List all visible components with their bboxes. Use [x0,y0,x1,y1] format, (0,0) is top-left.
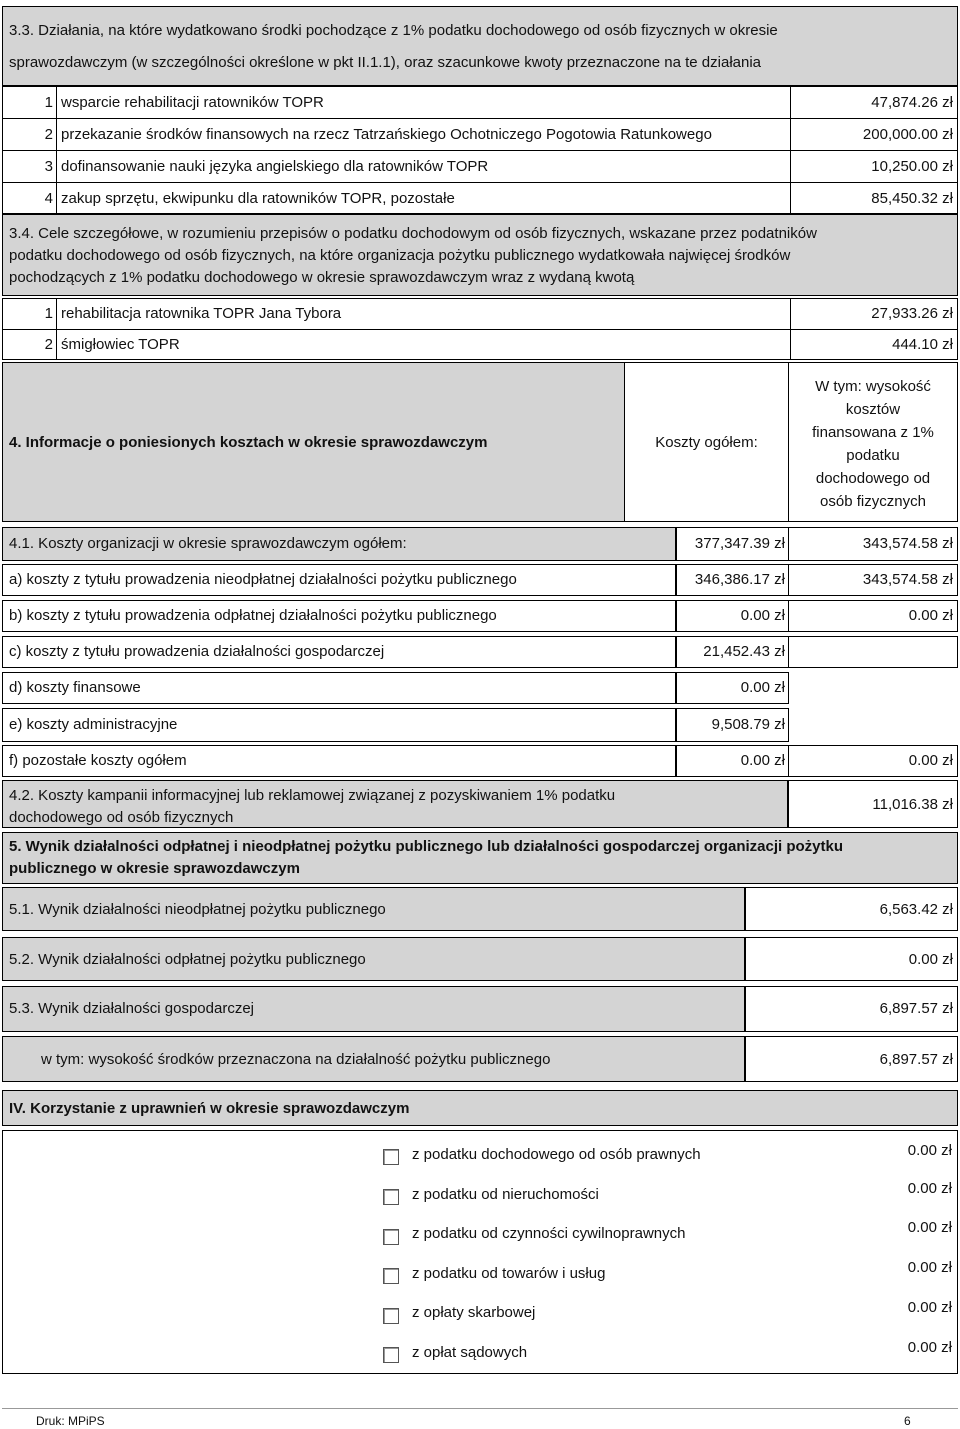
exemption-checkbox[interactable] [383,1189,399,1205]
costs-4-2-amount: 11,016.38 zł [788,780,958,828]
costs-4-2-label: 4.2. Koszty kampanii informacyjnej lub reklamowej związanej z pozyskiwaniem 1% podatku dochodowego od osób fizycznych [2,780,788,828]
section-5-title-line1: 5. Wynik działalności odpłatnej i nieodpłatnej pożytku publicznego lub działalności gospodarczej organizacji pożytku [9,838,844,855]
section-iv-title: IV. Korzystanie z uprawnień w okresie sprawozdawczym [9,1100,410,1117]
costs-4-1-total: 377,347.39 zł [676,527,789,561]
exemption-checkbox[interactable] [383,1229,399,1245]
section-3-3-table: 1 wsparcie rehabilitacji ratowników TOPR 47,874.26 zł 2 przekazanie środków finansowych na rzecz Tatrzańskiego Ochotniczego Pogotowia Ratunkowego 200,000.00 zł 3 dofinansowanie nauki języka angielskiego dla ratowników TOPR 10,250.00 zł 4 zakup sprzętu, ekwipunku dla ratowników TOPR, pozostałe 85,450.32 zł [2,86,958,214]
costs-4-1-pct: 343,574.58 zł [788,527,958,561]
section-3-3-heading-line2: sprawozdawczym (w szczególności określone w pkt II.1.1), oraz szacunkowe kwoty przeznaczone na te działania [9,54,762,71]
section-3-4-heading-line1: 3.4. Cele szczegółowe, w rozumieniu przepisów o podatku dochodowym od osób fizycznych, wskazane przez podatników [9,225,817,242]
costs-1pct-header: W tym: wysokość kosztów finansowana z 1% podatku dochodowego od osób fizycznych [788,362,958,522]
exemption-checkbox[interactable] [383,1149,399,1165]
footer-rule [2,1408,958,1409]
exemption-checkbox[interactable] [383,1268,399,1284]
section-4-title: 4. Informacje o poniesionych kosztach w okresie sprawozdawczym [9,434,488,451]
section-3-3-header [2,6,958,86]
section-5-header [2,832,958,884]
section-3-4-table: 1 rehabilitacja ratownika TOPR Jana Tybora 27,933.26 zł 2 śmigłowiec TOPR 444.10 zł [2,298,958,360]
section-iv-header [2,1090,958,1126]
page-number: 6 [904,1414,911,1428]
section-3-3-heading-line1: 3.3. Działania, na które wydatkowano środki pochodzące z 1% podatku dochodowego od osób fizycznych w okresie [9,22,778,39]
costs-4-1-label: 4.1. Koszty organizacji w okresie sprawozdawczym ogółem: [2,527,676,561]
footer-print: Druk: MPiPS [36,1414,105,1428]
section-3-4-heading-line3: pochodzących z 1% podatku dochodowego w okresie sprawozdawczym wraz z wydaną kwotą [9,269,635,286]
section-3-4-heading-line2: podatku dochodowego od osób fizycznych, na które organizacja pożytku publicznego wydatkowała najwięcej środków [9,247,791,264]
section-3-4-header [2,214,958,296]
exemption-checkbox[interactable] [383,1308,399,1324]
section-5-title-line2: publicznego w okresie sprawozdawczym [9,860,300,877]
exemption-checkbox[interactable] [383,1347,399,1363]
costs-total-header: Koszty ogółem: [624,362,789,522]
